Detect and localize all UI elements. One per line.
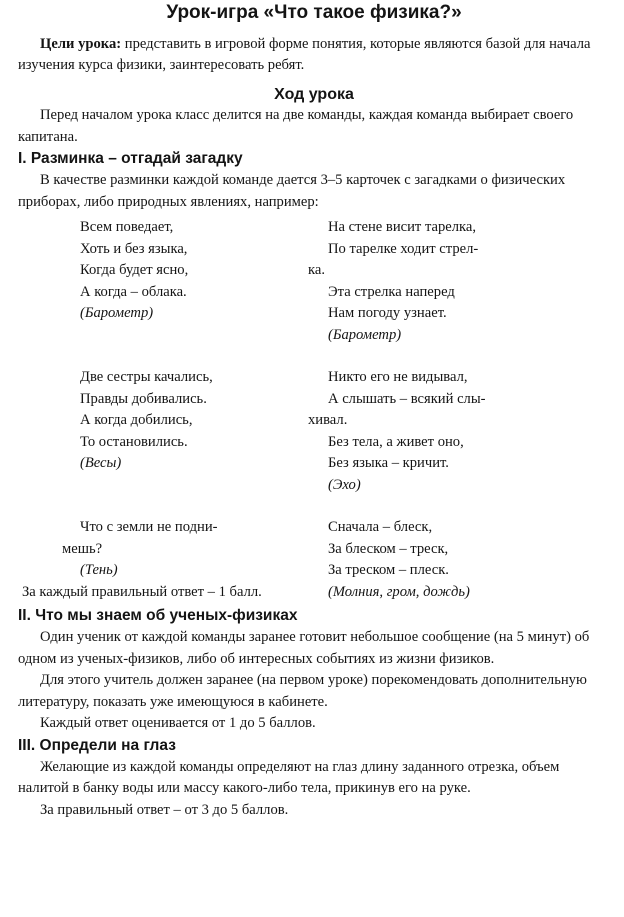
- riddle-echo: [308, 367, 486, 496]
- section3-paragraph-2: За правильный ответ – от 3 до 5 баллов.: [40, 801, 289, 818]
- riddle-line: Две сестры качались,: [80, 369, 213, 385]
- riddle-line: На стене висит тарелка,: [328, 219, 477, 235]
- riddle-answer: (Барометр): [328, 326, 402, 343]
- riddle-lightning: [328, 517, 470, 603]
- section2-heading: II. Что мы знаем об ученых-физиках: [18, 607, 298, 624]
- course-heading: Ход урока: [274, 86, 354, 103]
- riddles-block: [18, 217, 610, 600]
- riddle-line: Нам погоду узнает.: [328, 305, 447, 321]
- riddle-line: Без языка – кричит.: [328, 455, 449, 471]
- riddle-answer: (Эхо): [328, 476, 361, 493]
- riddle-line: Эта стрелка наперед: [328, 283, 455, 300]
- section1-score: За каждый правильный ответ – 1 балл.: [22, 584, 262, 600]
- lesson-goals: [18, 34, 610, 75]
- riddle-barometer-2: [308, 217, 478, 346]
- section3-heading: III. Определи на глаз: [18, 736, 176, 754]
- riddle-barometer-1: [80, 217, 188, 325]
- riddle-line: ка.: [308, 262, 325, 278]
- riddle-line: По тарелке ходит стрел-: [328, 240, 479, 257]
- riddle-line: За треском – плеск.: [328, 562, 449, 578]
- riddle-line: Сначала – блеск,: [328, 519, 433, 535]
- riddle-line: За блеском – треск,: [328, 540, 449, 557]
- riddle-line: Хоть и без языка,: [80, 240, 188, 257]
- page-title: Урок-игра «Что такое физика?»: [166, 2, 462, 23]
- riddle-line: То остановились.: [80, 433, 188, 450]
- riddle-shadow: [62, 517, 218, 582]
- goals-text: представить в игровой форме понятия, которые являются базой для начала изучения курса физики, заинтересовать ребят.: [18, 36, 591, 73]
- section2-paragraph-3: Каждый ответ оценивается от 1 до 5 баллов.: [40, 715, 316, 731]
- section1-heading: I. Разминка – отгадай загадку: [18, 150, 243, 167]
- goals-label: Цели урока:: [40, 36, 122, 52]
- riddle-line: Всем поведает,: [80, 219, 174, 235]
- riddle-answer: (Молния, гром, дождь): [328, 583, 470, 600]
- section1-text: В качестве разминки каждой команде дается 3–5 карточек с загадками о физических приборах, либо природных явлениях, например:: [18, 172, 566, 210]
- riddle-scales: [80, 367, 213, 475]
- riddle-answer: (Барометр): [80, 305, 154, 321]
- riddle-answer: (Весы): [80, 455, 122, 471]
- riddle-line: А когда добились,: [80, 412, 193, 428]
- section2-paragraph-2: Для этого учитель должен заранее (на первом уроке) порекомендовать дополнительную литературу, показать уже имеющуюся в кабинете.: [18, 672, 587, 710]
- riddle-line: мешь?: [62, 540, 103, 557]
- riddle-line: Никто его не видывал,: [328, 369, 468, 385]
- riddle-answer: (Тень): [80, 562, 118, 578]
- riddle-line: хивал.: [308, 412, 348, 428]
- riddle-line: А когда – облака.: [80, 283, 187, 300]
- riddle-line: А слышать – всякий слы-: [328, 390, 486, 407]
- section2-paragraph-1: Один ученик от каждой команды заранее готовит небольшое сообщение (на 5 минут) об одном из ученых-физиков, либо об интересных событиях из жизни физиков.: [18, 629, 590, 667]
- intro-paragraph: Перед началом урока класс делится на две команды, каждая команда выбирает своего капитана.: [18, 107, 574, 145]
- riddle-line: Когда будет ясно,: [80, 262, 189, 278]
- section3-paragraph-1: Желающие из каждой команды определяют на глаз длину заданного отрезка, объем налитой в банку воды или массу какого-либо тела, прикинув его на руке.: [18, 758, 560, 796]
- riddle-line: Правды добивались.: [80, 390, 207, 407]
- riddle-line: Без тела, а живет оно,: [328, 433, 464, 450]
- riddle-line: Что с земли не подни-: [80, 519, 218, 535]
